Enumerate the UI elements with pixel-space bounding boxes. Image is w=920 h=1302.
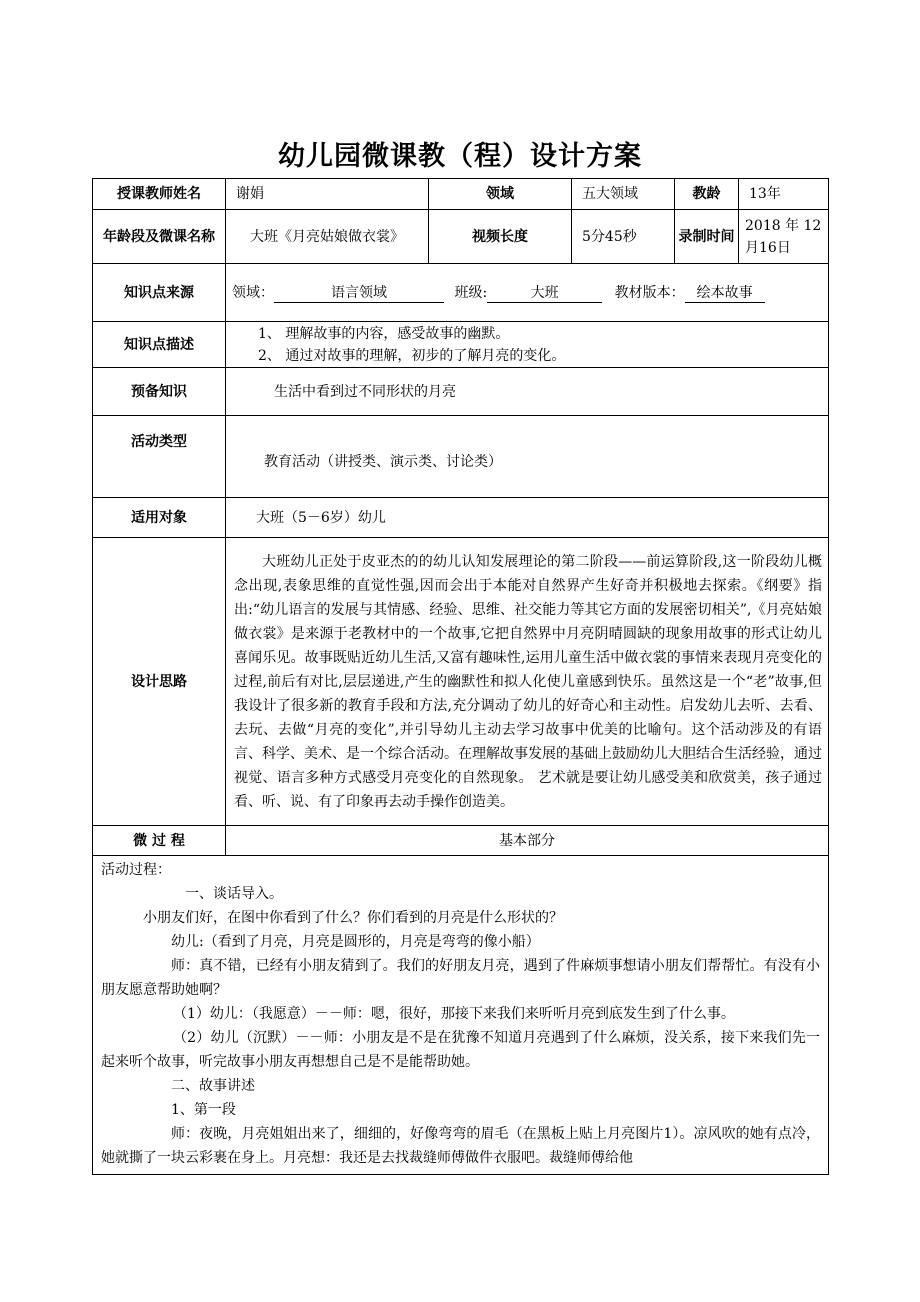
teacher-value: 谢娟: [226, 179, 429, 210]
type-value: 教育活动（讲授类、演示类、讨论类）: [226, 416, 829, 498]
row-target: [93, 498, 829, 538]
desc-label: 知识点描述: [93, 322, 226, 368]
process-p0: 活动过程：: [101, 862, 171, 878]
source-book-label: 教材版本：: [614, 284, 685, 301]
micro-part: 基本部分: [226, 826, 829, 856]
prep-value: 生活中看到过不同形状的月亮: [226, 368, 829, 416]
years-label: 教龄: [675, 179, 739, 210]
process-p7: 二、故事讲述: [171, 1078, 255, 1094]
domain-label: 领域: [429, 179, 572, 210]
source-class-value: 大班: [487, 284, 602, 303]
video-label: 视频长度: [429, 210, 572, 264]
source-label: 知识点来源: [93, 264, 226, 322]
process-p5: （1）幼儿：（我愿意）－－师：嗯，很好，那接下来我们来听听月亮到底发生到了什么事。: [173, 1006, 735, 1022]
process-p3: 幼儿:（看到了月亮，月亮是圆形的，月亮是弯弯的像小船）: [171, 934, 540, 950]
prep-label: 预备知识: [93, 368, 226, 416]
source-book-value: 绘本故事: [685, 284, 765, 303]
row-process: [93, 856, 829, 1175]
design-label: 设计思路: [93, 538, 226, 826]
row-source: [93, 264, 829, 322]
desc-item-1: 1、 理解故事的内容，感受故事的幽默。: [258, 325, 510, 342]
process-p4: 师：真不错，已经有小朋友猜到了。我们的好朋友月亮，遇到了件麻烦事想请小朋友们帮帮忙。有没有小朋友愿意帮助她啊？: [101, 958, 820, 998]
row-prep: [93, 368, 829, 416]
video-value: 5分45秒: [572, 210, 675, 264]
domain-value: 五大领域: [572, 179, 675, 210]
teacher-label: 授课教师姓名: [93, 179, 226, 210]
design-text: 大班幼儿正处于皮亚杰的的幼儿认知发展理论的第二阶段——前运算阶段,这一阶段幼儿概念出现,表象思维的直觉性强,因而会出于本能对自然界产生好奇并积极地去探索。《纲要》指出:“幼儿语言的发展与其情感、经验、思维、社交能力等其它方面的发展密切相关”,《月亮姑娘做衣裳》是来源于老教材中的一个故事,它把自然界中月亮阴晴圆缺的现象用故事的形式让幼儿喜闻乐见。故事既贴近幼儿生活,又富有趣味性,运用儿童生活中做衣裳的事情来表现月亮变化的过程,前后有对比,层层递进,产生的幽默性和拟人化使儿童感到快乐。虽然这是一个“老”故事,但我设计了很多新的教育手段和方法,充分调动了幼儿的好奇心和主动性。启发幼儿去听、去看、去玩、去做“月亮的变化”,并引导幼儿主动去学习故事中优美的比喻句。这个活动涉及的有语言、科学、美术、是一个综合活动。在理解故事发展的基础上鼓励幼儿大胆结合生活经验，通过视觉、语言多种方式感受月亮变化的自然现象。 艺术就是要让幼儿感受美和欣赏美，孩子通过看、听、说、有了印象再去动手操作创造美。: [226, 538, 829, 826]
process-cell: [93, 856, 829, 1175]
process-p2: 小朋友们好，在图中你看到了什么？你们看到的月亮是什么形状的？: [143, 910, 563, 926]
source-cell: [226, 264, 829, 322]
row-design: [93, 538, 829, 826]
years-value: 13年: [739, 179, 829, 210]
row-type: [93, 416, 829, 498]
source-field-label: 领域：: [232, 284, 274, 301]
row-course: [93, 210, 829, 264]
row-desc: [93, 322, 829, 368]
source-class-label: 班级:: [454, 284, 488, 301]
row-teacher: [93, 179, 829, 210]
desc-item-2: 2、 通过对故事的理解，初步的了解月亮的变化。: [258, 347, 566, 364]
source-field-value: 语言领域: [274, 284, 444, 303]
desc-cell: [226, 322, 829, 368]
page-title: 幼儿园微课教（程）设计方案: [278, 141, 642, 172]
process-p9: 师：夜晚，月亮姐姐出来了，细细的，好像弯弯的眉毛（在黑板上贴上月亮图片1）。凉风吹的她有点冷，她就撕了一块云彩裹在身上。月亮想：我还是去找裁缝师傅做件衣服吧。裁缝师傅给他: [101, 1126, 820, 1166]
type-label: 活动类型: [93, 416, 226, 498]
target-label: 适用对象: [93, 498, 226, 538]
target-value: 大班（5－6岁）幼儿: [226, 498, 829, 538]
process-p8: 1、第一段: [171, 1102, 236, 1118]
row-micro: [93, 826, 829, 856]
course-label: 年龄段及微课名称: [93, 210, 226, 264]
course-value: 大班《月亮姑娘做衣裳》: [226, 210, 429, 264]
rec-value: 2018 年 12月16日: [739, 210, 829, 264]
process-p1: 一、谈话导入。: [185, 886, 283, 902]
process-p6: （2）幼儿（沉默）－－师：小朋友是不是在犹豫不知道月亮遇到了什么麻烦，没关系，接下来我们先一起来听个故事，听完故事小朋友再想想自己是不是能帮助她。: [101, 1030, 820, 1070]
rec-label: 录制时间: [675, 210, 739, 264]
micro-label: 微 过 程: [93, 826, 226, 856]
lesson-plan-table: [92, 178, 829, 1175]
